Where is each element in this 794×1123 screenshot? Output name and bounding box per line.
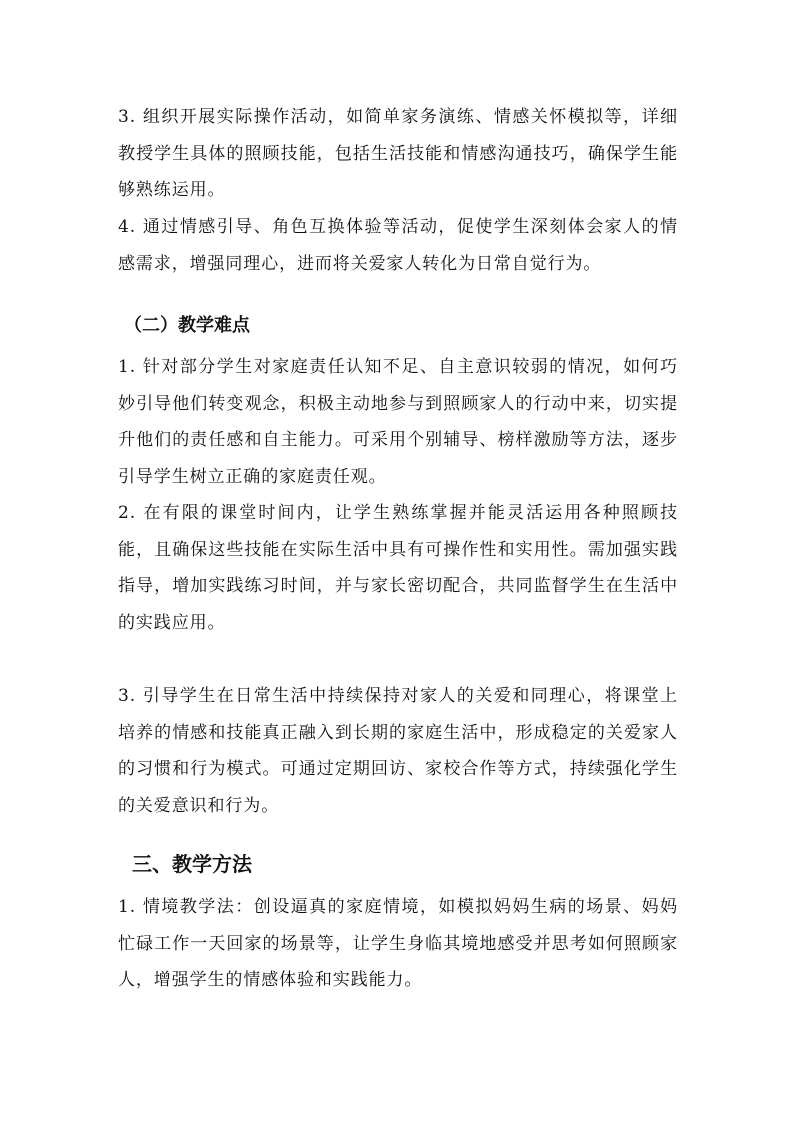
paragraph-method-1: 1. 情境教学法：创设逼真的家庭情境，如模拟妈妈生病的场景、妈妈忙碌工作一天回家的场景等，让学生身临其境地感受并思考如何照顾家人，增强学生的情感体验和实践能力。 (118, 897, 678, 990)
paragraph-difficulty-1: 1. 针对部分学生对家庭责任认知不足、自主意识较弱的情况，如何巧妙引导他们转变观念，积极主动地参与到照顾家人的行动中来，切实提升他们的责任感和自主能力。可采用个别辅导、榜样激励等方法，逐步引导学生树立正确的家庭责任观。 (118, 357, 678, 487)
section-heading-teaching-difficulties: （二）教学难点 (124, 315, 250, 336)
paragraph-difficulty-3: 3. 引导学生在日常生活中持续保持对家人的关爱和同理心，将课堂上培养的情感和技能真正融入到长期的家庭生活中，形成稳定的关爱家人的习惯和行为模式。可通过定期回访、家校合作等方式，持续强化学生的关爱意识和行为。 (118, 686, 678, 816)
paragraph-objective-4: 4. 通过情感引导、角色互换体验等活动，促使学生深刻体会家人的情感需求，增强同理心，进而将关爱家人转化为日常自觉行为。 (118, 217, 678, 274)
paragraph-objective-3: 3. 组织开展实际操作活动，如简单家务演练、情感关怀模拟等，详细教授学生具体的照顾技能，包括生活技能和情感沟通技巧，确保学生能够熟练运用。 (118, 107, 678, 200)
paragraph-difficulty-2: 2. 在有限的课堂时间内，让学生熟练掌握并能灵活运用各种照顾技能，且确保这些技能在实际生活中具有可操作性和实用性。需加强实践指导，增加实践练习时间，并与家长密切配合，共同监督学生在生活中的实践应用。 (118, 503, 678, 633)
section-heading-teaching-methods: 三、教学方法 (132, 852, 252, 876)
